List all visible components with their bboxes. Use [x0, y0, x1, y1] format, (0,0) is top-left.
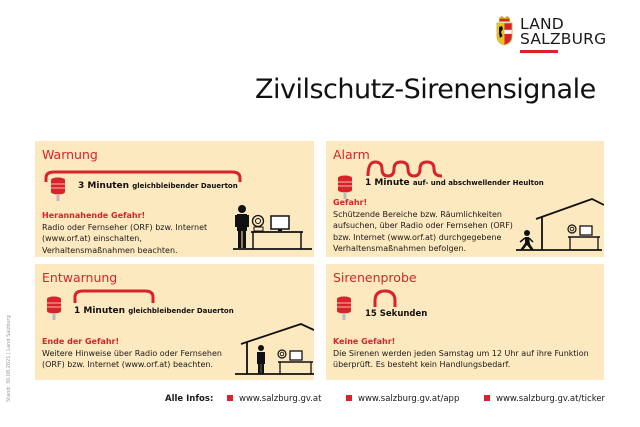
- desc-line: aufsuchen, über Radio oder Fernsehen (ORF): [333, 221, 513, 230]
- duration-value: 15 Sekunden: [365, 309, 428, 319]
- panel-title: Alarm: [333, 147, 370, 162]
- desc-line: Weitere Hinweise über Radio oder Fernsehen: [42, 348, 222, 358]
- siren-icon: [334, 296, 354, 322]
- signal-duration: [78, 181, 238, 191]
- brand-underline: [520, 50, 558, 53]
- link-text[interactable]: www.salzburg.gv.at/app: [358, 394, 460, 404]
- land-salzburg-logo: [496, 14, 616, 54]
- duration-value: 1 Minute: [365, 178, 410, 188]
- panel-description: [333, 336, 589, 371]
- salzburg-crest-icon: [496, 16, 513, 46]
- panel-sirenenprobe: [326, 264, 604, 380]
- panel-entwarnung: [35, 264, 314, 380]
- duration-description: gleichbleibender Dauerton: [128, 307, 234, 315]
- desc-line: Radio oder Fernseher (ORF) bzw. Internet: [42, 222, 208, 232]
- desc-line: überprüft. Es besteht kein Handlungsbedarf.: [333, 360, 511, 369]
- panel-description: [333, 197, 513, 255]
- siren-icon: [48, 177, 68, 203]
- signal-duration: [365, 178, 544, 188]
- siren-icon: [44, 296, 64, 322]
- link-text[interactable]: www.salzburg.gv.at/ticker: [496, 394, 606, 404]
- link-text[interactable]: www.salzburg.gv.at: [239, 394, 322, 404]
- panel-description: [42, 336, 222, 371]
- desc-line: Schützende Bereiche bzw. Räumlichkeiten: [333, 209, 502, 219]
- panel-heading: Keine Gefahr!: [333, 337, 396, 346]
- footer-link-main[interactable]: [227, 394, 321, 404]
- person-walking-into-house-icon: [516, 197, 604, 253]
- desc-line: (www.orf.at) einschalten,: [42, 234, 142, 243]
- panel-warnung: [35, 141, 314, 257]
- duration-value: 3 Minuten: [78, 181, 130, 191]
- duration-description: gleichbleibender Dauerton: [132, 182, 238, 190]
- panel-heading: Gefahr!: [333, 198, 368, 207]
- desc-line: Verhaltensmaßnahmen beachten.: [42, 245, 178, 255]
- bullet-square-icon: [346, 395, 352, 401]
- footer-link-app[interactable]: [346, 394, 459, 404]
- panel-title: Sirenenprobe: [333, 270, 417, 285]
- panel-heading: Ende der Gefahr!: [42, 337, 120, 346]
- panel-alarm: [326, 141, 604, 257]
- panel-description: [42, 210, 207, 256]
- panel-title: Entwarnung: [42, 270, 118, 285]
- panel-heading: Herannahende Gefahr!: [42, 211, 146, 220]
- signal-duration: [365, 309, 427, 319]
- short-tone-arc-icon: [372, 288, 398, 308]
- person-with-radio-and-tv-icon: [233, 203, 313, 253]
- footer-link-ticker[interactable]: [484, 394, 605, 404]
- panel-title: Warnung: [42, 147, 98, 162]
- desc-line: Verhaltensmaßnahmen befolgen.: [333, 244, 467, 253]
- steady-tone-arc-icon: [73, 288, 155, 304]
- bullet-square-icon: [484, 395, 490, 401]
- duration-description: auf- und abschwellender Heulton: [412, 179, 544, 187]
- desc-line: bzw. Internet (www.orf.at) durchgegebene: [333, 232, 502, 242]
- person-in-house-icon: [235, 322, 314, 377]
- duration-value: 1 Minuten: [74, 306, 126, 316]
- desc-line: Die Sirenen werden jeden Samstag um 12 Uhr auf ihre Funktion: [333, 348, 589, 358]
- page-title: Zivilschutz-Sirenensignale: [255, 74, 596, 105]
- bullet-square-icon: [227, 395, 233, 401]
- brand-line-1: LAND: [520, 15, 564, 33]
- wave-tone-icon: [366, 159, 444, 179]
- brand-line-2: SALZBURG: [520, 30, 607, 48]
- desc-line: (ORF) bzw. Internet (www.orf.at) beachten.: [42, 360, 213, 369]
- signal-duration: [74, 306, 234, 316]
- footer-label: Alle Infos:: [165, 394, 214, 404]
- side-note: Stand: 30.08.2021 | Land Salzburg: [6, 315, 12, 402]
